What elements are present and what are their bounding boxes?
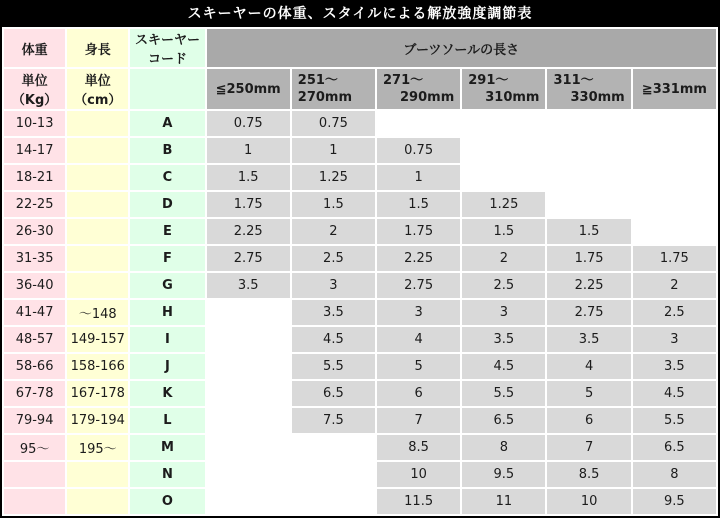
value-cell-J-4: 4 (547, 354, 630, 379)
skier-code-cell: M (130, 435, 204, 460)
value-cell-A-4 (547, 111, 630, 136)
table-row-M (4, 435, 716, 460)
table-row-I (4, 327, 716, 352)
value-cell-K-4: 5 (547, 381, 630, 406)
weight-cell: 36-40 (4, 273, 65, 298)
value-cell-I-4: 3.5 (547, 327, 630, 352)
height-cell (67, 165, 128, 190)
header-weight-unit (4, 69, 65, 109)
value-cell-D-3: 1.25 (462, 192, 545, 217)
height-cell: 158-166 (67, 354, 128, 379)
skier-code-cell: E (130, 219, 204, 244)
value-cell-I-2: 4 (377, 327, 460, 352)
header-sole-col-3 (462, 69, 545, 109)
header-sole-col-5: ≧331mm (633, 69, 716, 109)
weight-cell: 10-13 (4, 111, 65, 136)
header-weight: 体重 (4, 29, 65, 67)
value-cell-D-1: 1.5 (292, 192, 375, 217)
skier-code-cell: N (130, 462, 204, 487)
weight-unit-value: （Kg） (11, 93, 58, 108)
value-cell-N-1 (292, 462, 375, 487)
weight-cell: 26-30 (4, 219, 65, 244)
sole-col-line2: 330mm (570, 90, 625, 105)
table-row-L (4, 408, 716, 433)
value-cell-E-3: 1.5 (462, 219, 545, 244)
value-cell-L-2: 7 (377, 408, 460, 433)
height-cell: ～148 (67, 300, 128, 325)
value-cell-H-2: 3 (377, 300, 460, 325)
header-sole-col-2 (377, 69, 460, 109)
height-cell (67, 462, 128, 487)
value-cell-C-1: 1.25 (292, 165, 375, 190)
value-cell-G-3: 2.5 (462, 273, 545, 298)
height-unit-label: 単位 (84, 74, 111, 89)
weight-cell: 41-47 (4, 300, 65, 325)
value-cell-A-0: 0.75 (207, 111, 290, 136)
table-row-J (4, 354, 716, 379)
table-title: スキーヤーの体重、スタイルによる解放強度調節表 (2, 2, 718, 27)
value-cell-C-4 (547, 165, 630, 190)
value-cell-J-5: 3.5 (633, 354, 716, 379)
weight-cell: 31-35 (4, 246, 65, 271)
value-cell-C-2: 1 (377, 165, 460, 190)
value-cell-O-4: 10 (547, 489, 630, 514)
sole-col-line1: 291～ (468, 73, 509, 88)
weight-cell (4, 489, 65, 514)
weight-cell: 79-94 (4, 408, 65, 433)
height-unit-value: （cm） (74, 93, 122, 108)
table-row-C (4, 165, 716, 190)
weight-cell: 58-66 (4, 354, 65, 379)
value-cell-G-4: 2.25 (547, 273, 630, 298)
value-cell-A-1: 0.75 (292, 111, 375, 136)
value-cell-M-2: 8.5 (377, 435, 460, 460)
header-skier-code (130, 29, 204, 67)
height-cell (67, 192, 128, 217)
value-cell-K-5: 4.5 (633, 381, 716, 406)
value-cell-B-3 (462, 138, 545, 163)
release-strength-table (2, 27, 718, 516)
value-cell-H-4: 2.75 (547, 300, 630, 325)
sole-col-line2: 270mm (297, 90, 353, 105)
value-cell-M-1 (292, 435, 375, 460)
header-skier-code-line1: スキーヤー (134, 33, 200, 48)
skier-code-cell: L (130, 408, 204, 433)
table-body (4, 111, 716, 514)
value-cell-N-0 (207, 462, 290, 487)
value-cell-J-3: 4.5 (462, 354, 545, 379)
value-cell-K-3: 5.5 (462, 381, 545, 406)
table-row-A (4, 111, 716, 136)
value-cell-O-3: 11 (462, 489, 545, 514)
sole-col-line1: 311～ (553, 73, 594, 88)
height-cell (67, 219, 128, 244)
table-row-D (4, 192, 716, 217)
value-cell-E-2: 1.75 (377, 219, 460, 244)
value-cell-I-1: 4.5 (292, 327, 375, 352)
value-cell-F-5: 1.75 (633, 246, 716, 271)
value-cell-O-1 (292, 489, 375, 514)
value-cell-E-1: 2 (292, 219, 375, 244)
table-row-N (4, 462, 716, 487)
height-cell (67, 246, 128, 271)
header-height-unit (67, 69, 128, 109)
value-cell-F-2: 2.25 (377, 246, 460, 271)
value-cell-L-3: 6.5 (462, 408, 545, 433)
value-cell-C-3 (462, 165, 545, 190)
value-cell-C-5 (633, 165, 716, 190)
value-cell-B-1: 1 (292, 138, 375, 163)
value-cell-N-2: 10 (377, 462, 460, 487)
weight-cell (4, 462, 65, 487)
weight-cell: 18-21 (4, 165, 65, 190)
value-cell-L-1: 7.5 (292, 408, 375, 433)
height-cell: 167-178 (67, 381, 128, 406)
value-cell-J-0 (207, 354, 290, 379)
value-cell-C-0: 1.5 (207, 165, 290, 190)
value-cell-M-0 (207, 435, 290, 460)
skier-code-cell: C (130, 165, 204, 190)
value-cell-H-0 (207, 300, 290, 325)
value-cell-J-1: 5.5 (292, 354, 375, 379)
weight-unit-label: 単位 (21, 74, 48, 89)
value-cell-F-3: 2 (462, 246, 545, 271)
value-cell-G-2: 2.75 (377, 273, 460, 298)
value-cell-D-0: 1.75 (207, 192, 290, 217)
value-cell-B-0: 1 (207, 138, 290, 163)
value-cell-G-0: 3.5 (207, 273, 290, 298)
skier-code-cell: J (130, 354, 204, 379)
value-cell-K-1: 6.5 (292, 381, 375, 406)
table-row-K (4, 381, 716, 406)
header-sole-col-1 (292, 69, 375, 109)
header-skier-code-line2: コード (147, 52, 187, 67)
value-cell-H-3: 3 (462, 300, 545, 325)
value-cell-B-4 (547, 138, 630, 163)
table-row-F (4, 246, 716, 271)
value-cell-G-5: 2 (633, 273, 716, 298)
value-cell-N-5: 8 (633, 462, 716, 487)
sole-col-line2: 290mm (400, 90, 455, 105)
height-cell: 149-157 (67, 327, 128, 352)
sole-col-line2: 310mm (485, 90, 540, 105)
weight-cell: 14-17 (4, 138, 65, 163)
value-cell-F-1: 2.5 (292, 246, 375, 271)
weight-cell: 22-25 (4, 192, 65, 217)
height-cell (67, 111, 128, 136)
height-cell (67, 273, 128, 298)
value-cell-L-5: 5.5 (633, 408, 716, 433)
value-cell-E-0: 2.25 (207, 219, 290, 244)
header-row-2 (4, 69, 716, 109)
value-cell-F-4: 1.75 (547, 246, 630, 271)
skier-code-cell: O (130, 489, 204, 514)
table-row-E (4, 219, 716, 244)
value-cell-A-3 (462, 111, 545, 136)
value-cell-O-0 (207, 489, 290, 514)
value-cell-D-5 (633, 192, 716, 217)
value-cell-M-5: 6.5 (633, 435, 716, 460)
value-cell-E-4: 1.5 (547, 219, 630, 244)
height-cell: 179-194 (67, 408, 128, 433)
table-row-B (4, 138, 716, 163)
skier-code-cell: A (130, 111, 204, 136)
height-cell (67, 138, 128, 163)
value-cell-I-3: 3.5 (462, 327, 545, 352)
value-cell-L-4: 6 (547, 408, 630, 433)
value-cell-I-0 (207, 327, 290, 352)
table-row-H (4, 300, 716, 325)
header-height: 身長 (67, 29, 128, 67)
header-code-spacer (130, 69, 204, 109)
value-cell-A-5 (633, 111, 716, 136)
header-row-1 (4, 29, 716, 67)
value-cell-I-5: 3 (633, 327, 716, 352)
skier-code-cell: H (130, 300, 204, 325)
height-cell: 195～ (67, 435, 128, 460)
header-sole-col-0: ≦250mm (207, 69, 290, 109)
value-cell-N-3: 9.5 (462, 462, 545, 487)
table-row-O (4, 489, 716, 514)
weight-cell: 48-57 (4, 327, 65, 352)
value-cell-O-5: 9.5 (633, 489, 716, 514)
value-cell-M-4: 7 (547, 435, 630, 460)
value-cell-M-3: 8 (462, 435, 545, 460)
skier-code-cell: G (130, 273, 204, 298)
header-boot-sole-length: ブーツソールの長さ (207, 29, 716, 67)
value-cell-A-2 (377, 111, 460, 136)
weight-cell: 67-78 (4, 381, 65, 406)
value-cell-J-2: 5 (377, 354, 460, 379)
value-cell-O-2: 11.5 (377, 489, 460, 514)
value-cell-N-4: 8.5 (547, 462, 630, 487)
skier-code-cell: D (130, 192, 204, 217)
value-cell-G-1: 3 (292, 273, 375, 298)
value-cell-F-0: 2.75 (207, 246, 290, 271)
value-cell-L-0 (207, 408, 290, 433)
header-sole-col-4 (547, 69, 630, 109)
value-cell-B-2: 0.75 (377, 138, 460, 163)
value-cell-H-1: 3.5 (292, 300, 375, 325)
skier-code-cell: F (130, 246, 204, 271)
value-cell-K-2: 6 (377, 381, 460, 406)
value-cell-E-5 (633, 219, 716, 244)
value-cell-D-2: 1.5 (377, 192, 460, 217)
weight-cell: 95～ (4, 435, 65, 460)
value-cell-B-5 (633, 138, 716, 163)
value-cell-K-0 (207, 381, 290, 406)
value-cell-D-4 (547, 192, 630, 217)
skier-code-cell: K (130, 381, 204, 406)
sole-col-line1: 251～ (297, 73, 338, 88)
value-cell-H-5: 2.5 (633, 300, 716, 325)
skier-code-cell: B (130, 138, 204, 163)
skier-code-cell: I (130, 327, 204, 352)
sole-col-line1: 271～ (383, 73, 424, 88)
height-cell (67, 489, 128, 514)
table-row-G (4, 273, 716, 298)
